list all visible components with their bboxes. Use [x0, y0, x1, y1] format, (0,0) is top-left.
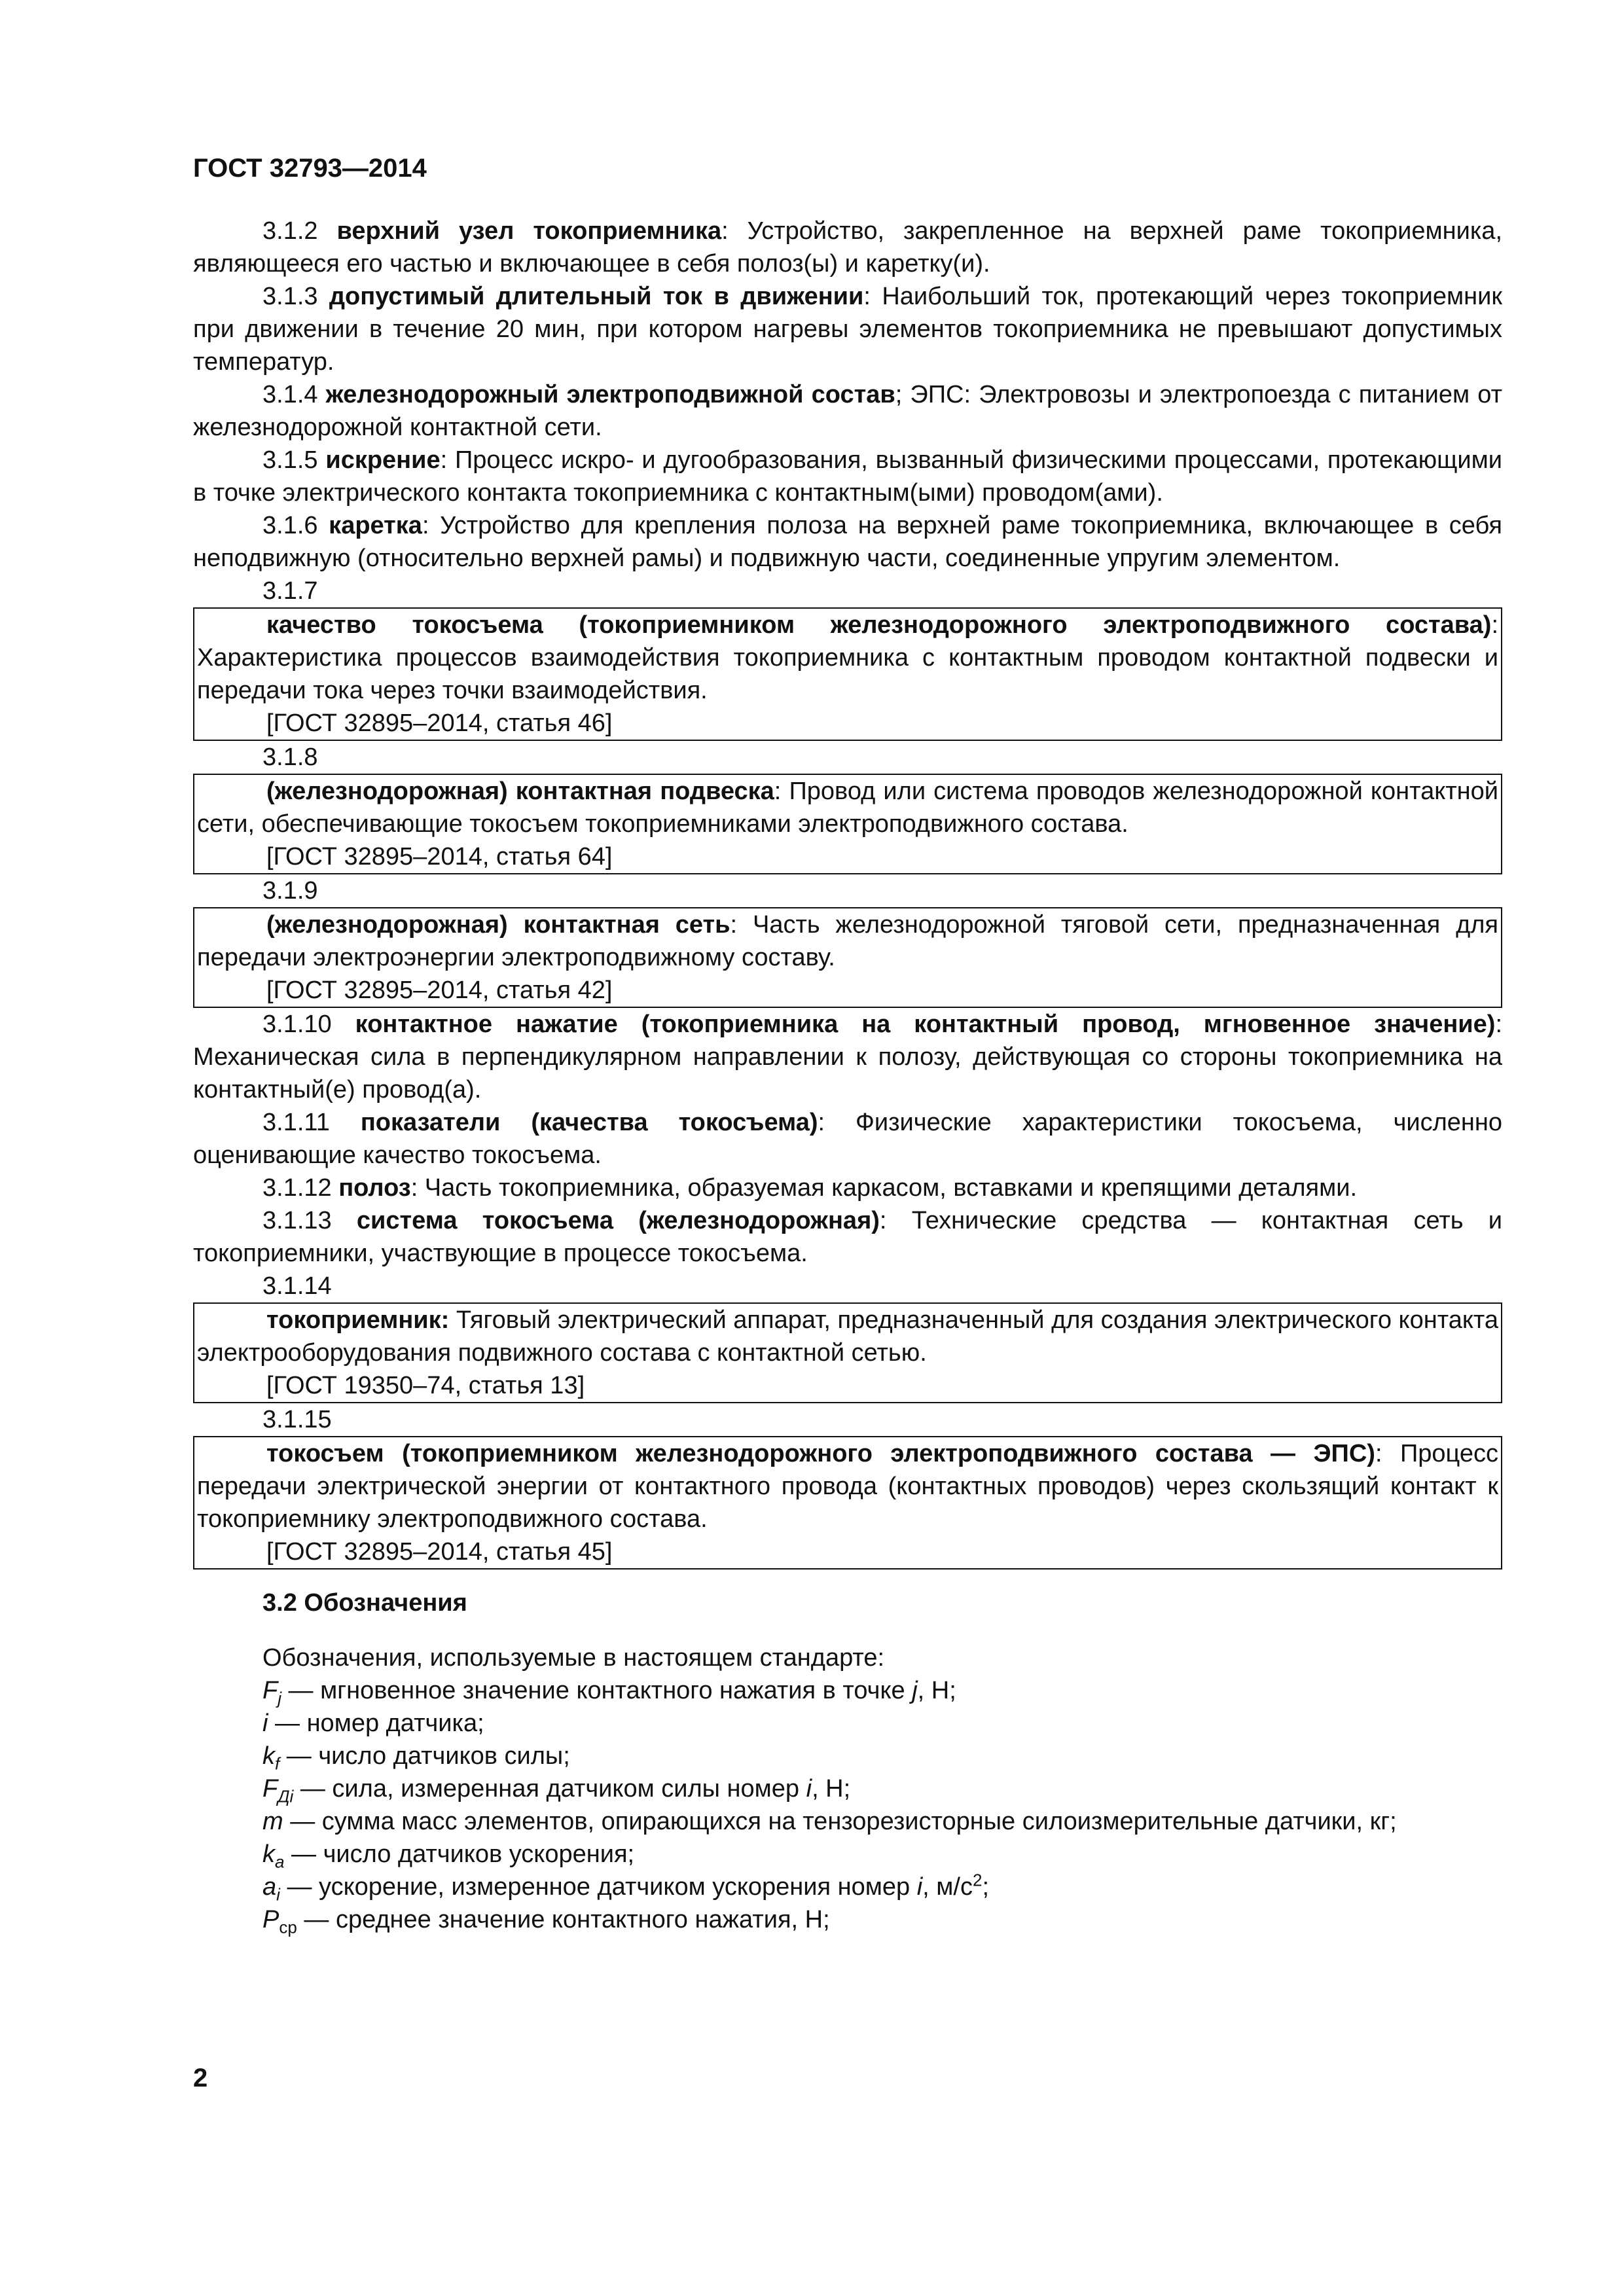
definition-number: 3.1.7	[262, 577, 318, 605]
symbol-line: $a_i$ — ускорение, измеренное датчиком ускорения номер i, $м/с^2$;	[262, 1870, 990, 1905]
boxed-definition-text: токоприемник: Тяговый электрический аппарат, предназначенный для создания электрического контакта электрооборудования подвижного состава с контактной сетью.	[197, 1306, 1498, 1367]
definition-number: 3.1.8	[262, 744, 318, 771]
page-number: 2	[193, 2064, 208, 2092]
page-content	[193, 152, 1502, 1936]
definition-3-1-3: 3.1.3 допустимый длительный ток в движении: Наибольший ток, протекающий через токоприемник при движении в течение 20 мин, при котором нагревы элементов токоприемника не превышают допустимых температур.	[193, 283, 1502, 376]
definition-number: 3.1.9	[262, 877, 318, 905]
boxed-definition-3-1-8	[193, 774, 1502, 874]
boxed-definition-text: (железнодорожная) контактная подвеска: Провод или система проводов железнодорожной контактной сети, обеспечивающие токосъем токоприемниками электроподвижного состава.	[197, 778, 1498, 838]
boxed-definition-text: качество токосъема (токоприемником железнодорожного электроподвижного состава): Характеристика процессов взаимодействия токоприемника с контактным проводом контактной подвески и передачи тока через точки взаимодействия.	[197, 611, 1498, 704]
definition-3-1-2: 3.1.2 верхний узел токоприемника: Устройство, закрепленное на верхней раме токоприемника, являющееся его частью и включающее в себя полоз(ы) и каретку(и).	[193, 217, 1503, 278]
definition-3-1-12: 3.1.12 полоз: Часть токоприемника, образуемая каркасом, вставками и крепящими деталями.	[262, 1174, 1358, 1202]
definition-3-1-13: 3.1.13 система токосъема (железнодорожная): Технические средства — контактная сеть и токоприемники, участвующие в процессе токосъема.	[193, 1207, 1502, 1267]
standard-code-header: ГОСТ 32793—2014	[193, 154, 427, 183]
symbol-line: i — номер датчика;	[262, 1710, 484, 1737]
boxed-definition-3-1-15	[193, 1436, 1502, 1570]
definition-source: [ГОСТ 32895–2014, статья 64]	[266, 843, 613, 870]
definition-number: 3.1.14	[262, 1272, 332, 1300]
symbol-line: m — сумма масс элементов, опирающихся на тензорезисторные силоизмерительные датчики, кг;	[262, 1808, 1397, 1835]
definition-3-1-11: 3.1.11 показатели (качества токосъема): Физические характеристики токосъема, численно оценивающие качество токосъема.	[193, 1109, 1502, 1169]
definition-3-1-4: 3.1.4 железнодорожный электроподвижной состав; ЭПС: Электровозы и электропоезда с питанием от железнодорожной контактной сети.	[193, 381, 1502, 441]
definition-source: [ГОСТ 32895–2014, статья 46]	[266, 709, 613, 737]
definition-3-1-10: 3.1.10 контактное нажатие (токоприемника на контактный провод, мгновенное значение): Механическая сила в перпендикулярном направлении к полозу, действующая со стороны токоприемника на контактный(е) провод(а).	[193, 1011, 1503, 1103]
section-heading: 3.2 Обозначения	[262, 1589, 467, 1617]
symbol-line: $P_{ср}$ — среднее значение контактного нажатия, Н;	[262, 1906, 830, 1937]
definition-3-1-5: 3.1.5 искрение: Процесс искро- и дугообразования, вызванный физическими процессами, протекающими в точке электрического контакта токоприемника с контактным(ыми) проводом(ами).	[193, 446, 1502, 507]
boxed-definition-text: (железнодорожная) контактная сеть: Часть железнодорожной тяговой сети, предназначенная для передачи электроэнергии электроподвижному составу.	[197, 911, 1498, 971]
definition-3-1-6: 3.1.6 каретка: Устройство для крепления полоза на верхней раме токоприемника, включающее в себя неподвижную (относительно верхней рамы) и подвижную части, соединенные упругим элементом.	[193, 512, 1502, 572]
symbol-line: $k_f$ — число датчиков силы;	[262, 1742, 570, 1774]
symbols-intro: Обозначения, используемые в настоящем стандарте:	[262, 1644, 885, 1672]
boxed-definition-3-1-9	[193, 907, 1502, 1008]
symbol-line: $F_j$ — мгновенное значение контактного нажатия в точке j, Н;	[262, 1677, 956, 1708]
definition-source: [ГОСТ 32895–2014, статья 45]	[266, 1538, 613, 1566]
definition-source: [ГОСТ 32895–2014, статья 42]	[266, 977, 613, 1004]
symbol-line: $F_{Дi}$ — сила, измеренная датчиком силы номер i, Н;	[262, 1775, 851, 1806]
symbol-line: $k_a$ — число датчиков ускорения;	[262, 1840, 635, 1872]
boxed-definition-3-1-14	[193, 1302, 1502, 1403]
definition-number: 3.1.15	[262, 1406, 332, 1433]
boxed-definition-text: токосъем (токоприемником железнодорожного электроподвижного состава — ЭПС): Процесс передачи электрической энергии от контактного провода (контактных проводов) через скользящий контакт к токоприемнику электроподвижного состава.	[197, 1440, 1498, 1533]
boxed-definition-3-1-7	[193, 607, 1502, 741]
definition-source: [ГОСТ 19350–74, статья 13]	[266, 1372, 585, 1399]
